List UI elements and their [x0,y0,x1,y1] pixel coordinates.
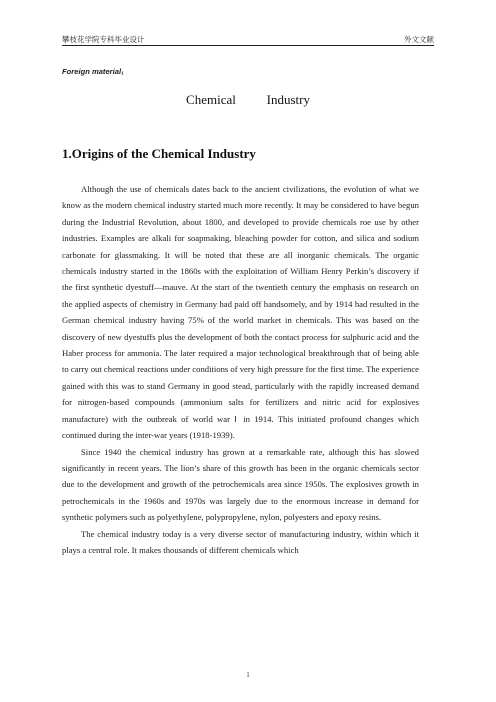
page-number: 1 [246,671,250,679]
header-school-name: 攀枝花学院专科毕业设计 [62,35,145,44]
body-text [62,181,419,558]
paragraph: Although the use of chemicals dates back to the ancient civilizations, the evolution of what we know as the modern chemical industry started much more recently. It may be considered to have begun during the Industrial Revolution, about 1800, and developed to provide chemicals roe use by other industries. Examples are alkali for soapmaking, bleaching powder for cotton, and silica and sodium carbonate for glassmaking. It will be noted that these are all inorganic chemicals. The organic chemicals industry started in the 1860s with the exploitation of William Henry Perkin’s discovery if the first synthetic dyestuff—mauve. At the start of the twentieth century the emphasis on research on the applied aspects of chemistry in Germany had paid off handsomely, and by 1914 had resulted in the German chemical industry having 75% of the world market in chemicals. This was based on the discovery of new dyestuffs plus the development of both the contact process for sulphuric acid and the Haber process for ammonia. The later required a major technological breakthrough that of being able to carry out chemical reactions under conditions of very high pressure for the first time. The experience gained with this was to stand Germany in good stead, particularly with the rapidly increased demand for nitrogen-based compounds (ammonium salts for fertilizers and nitric acid for explosives manufacture) with the outbreak of world war Ⅰ in 1914. This initiated profound changes which continued during the inter-war years (1918-1939). [62,184,419,441]
paragraph: Since 1940 the chemical industry has grown at a remarkable rate, although this has slowed significantly in recent years. The lion’s share of this growth has been in the organic chemicals sector due to the development and growth of the petrochemicals area since 1950s. The explosives growth in petrochemicals in the 1960s and 1970s was largely due to the enormous increase in demand for synthetic polymers such as polyethylene, polypropylene, nylon, polyesters and epoxy resins. [62,446,419,523]
paragraph: The chemical industry today is a very diverse sector of manufacturing industry, within which it plays a central role. It makes thousands of different chemicals which [62,528,419,555]
header-divider [62,45,434,46]
section-heading: 1.Origins of the Chemical Industry [62,146,256,161]
foreign-material-label: Foreign material₁ [62,67,124,76]
page-title: Chemical Industry [186,92,310,107]
header-section-label: 外文文献 [404,35,434,44]
